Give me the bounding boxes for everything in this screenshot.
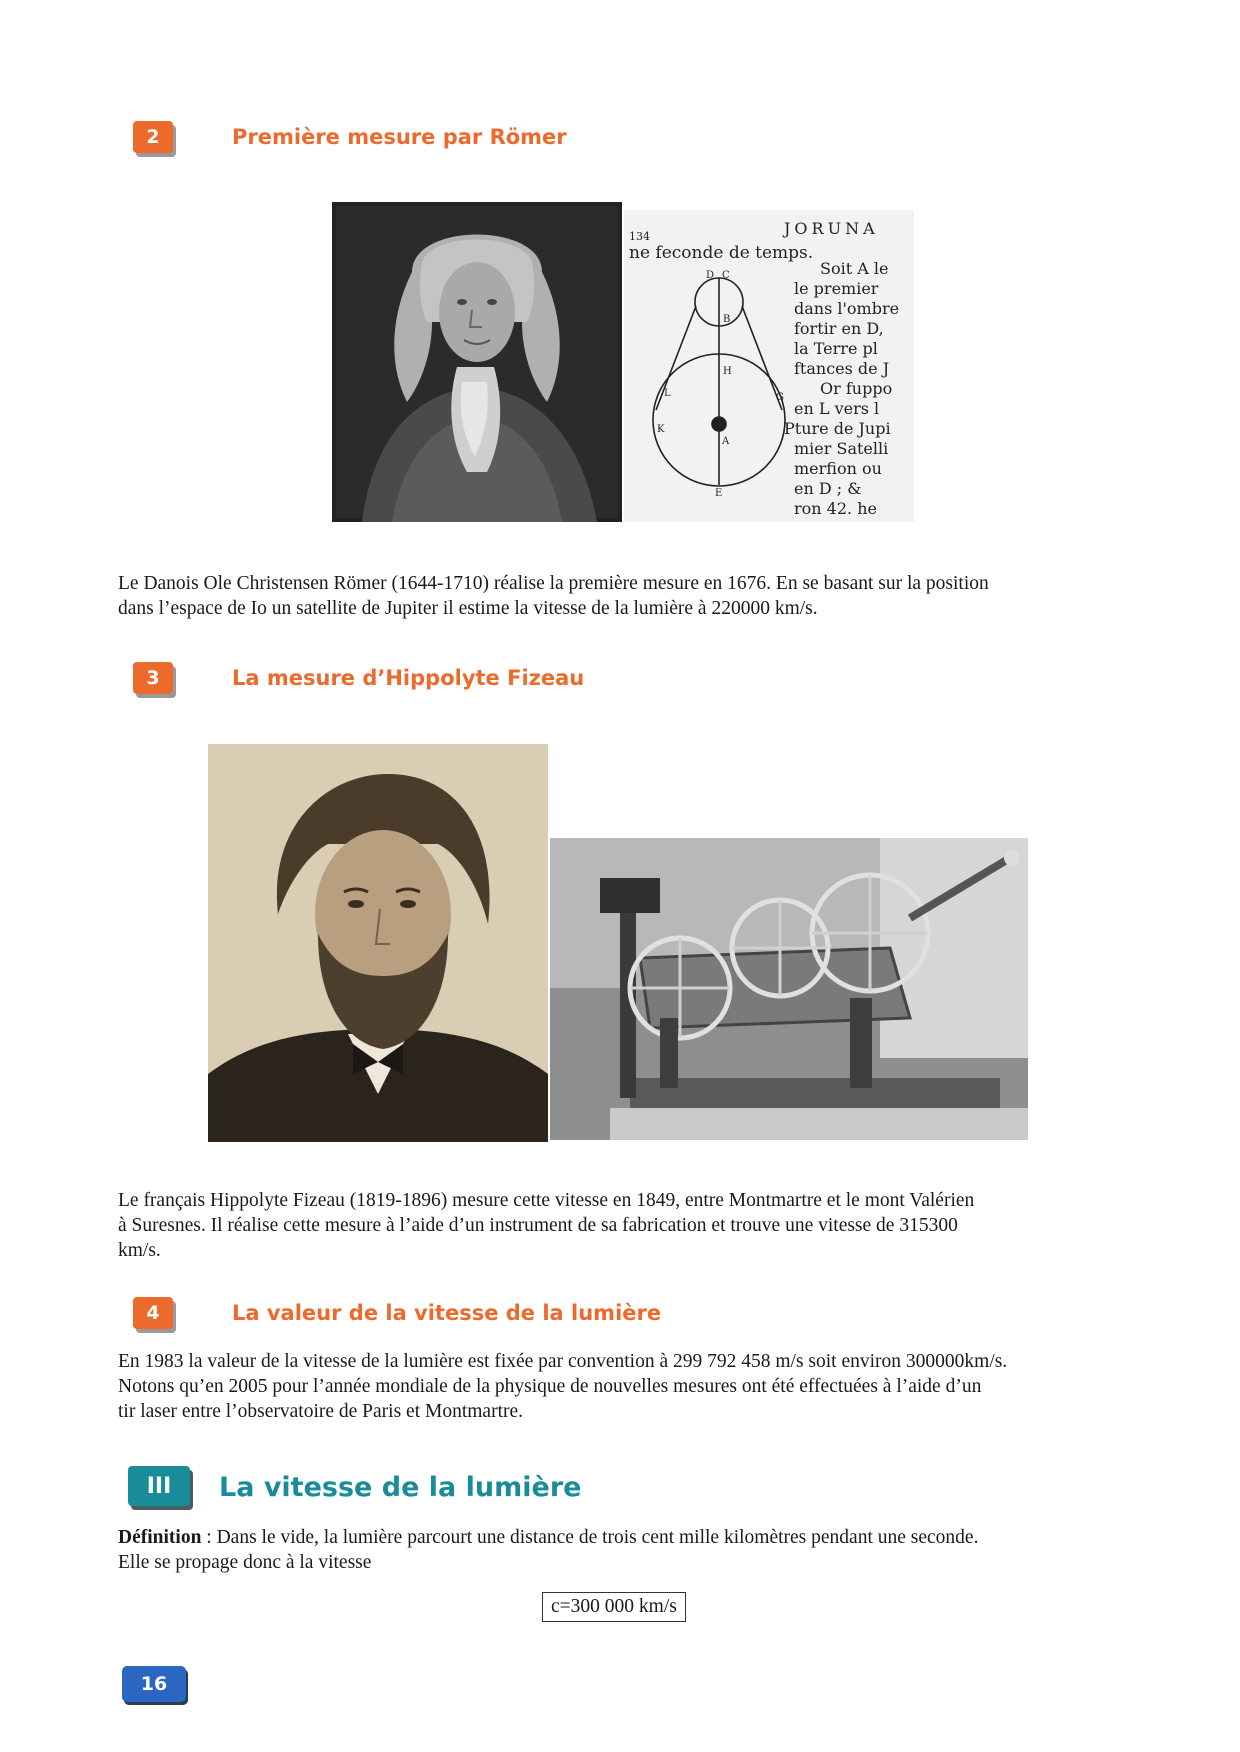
manuscript-line: en L vers l [794, 399, 880, 418]
manuscript-line: le premier [794, 279, 879, 298]
manuscript-line: Pture de Jupi [784, 419, 891, 438]
body-line: En 1983 la valeur de la vitesse de la lumière est fixée par convention à 299 792 458 m/s soit environ 300000km/s. [118, 1351, 1008, 1372]
definition-line [118, 1525, 1128, 1550]
diagram-label: D [706, 270, 715, 281]
definition-line: Elle se propage donc à la vitesse [118, 1552, 372, 1573]
section-title: La valeur de la vitesse de la lumière [232, 1301, 662, 1325]
section-title: Première mesure par Römer [232, 125, 567, 149]
body-line: tir laser entre l’observatoire de Paris et Montmartre. [118, 1401, 524, 1422]
romer-manuscript [624, 210, 914, 522]
body-line: à Suresnes. Il réalise cette mesure à l’aide d’un instrument de sa fabrication et trouve une vitesse de 315300 [118, 1215, 958, 1236]
manuscript-line: Or fuppo [820, 379, 893, 398]
romer-portrait [332, 202, 622, 522]
definition-label: Définition [118, 1527, 202, 1548]
body-line: Le français Hippolyte Fizeau (1819-1896) mesure cette vitesse en 1849, entre Montmartre et le mont Valérien [118, 1190, 975, 1211]
manuscript-line: fortir en D, [794, 319, 884, 338]
manuscript-line: merfion ou [794, 459, 882, 478]
manuscript-line: Soit A le [820, 259, 889, 278]
diagram-label: A [722, 436, 730, 447]
definition-text: : Dans le vide, la lumière parcourt une distance de trois cent mille kilomètres pendant une seconde. [201, 1527, 979, 1548]
section4-body [118, 1349, 1128, 1424]
section-number-badge: 2 [133, 121, 173, 153]
diagram-label: B [723, 314, 731, 325]
section-number-badge: 4 [133, 1297, 173, 1329]
body-line: dans l’espace de Io un satellite de Jupiter il estime la vitesse de la lumière à 220000 km/s. [118, 598, 818, 619]
section3-body [118, 1188, 1128, 1263]
chapter-number-badge: III [128, 1466, 190, 1506]
manuscript-line: la Terre pl [794, 339, 878, 358]
page-number-badge: 16 [122, 1666, 186, 1702]
diagram-label: E [715, 488, 723, 499]
manuscript-line: dans l'ombre [794, 299, 900, 318]
body-line: Le Danois Ole Christensen Römer (1644-1710) réalise la première mesure en 1676. En se basant sur la position [118, 573, 989, 594]
body-line: Notons qu’en 2005 pour l’année mondiale de la physique de nouvelles mesures ont été effectuées à l’aide d’un [118, 1376, 982, 1397]
section2-body [118, 571, 1128, 621]
chapter-title: La vitesse de la lumière [219, 1472, 582, 1503]
body-line: km/s. [118, 1240, 161, 1261]
diagram-label: K [657, 424, 665, 435]
diagram-label: H [723, 366, 732, 377]
fizeau-apparatus [550, 838, 1028, 1140]
diagram-label: C [722, 270, 730, 281]
fizeau-portrait [208, 744, 548, 1142]
manuscript-line: en D ; & [794, 479, 862, 498]
manuscript-line: mier Satelli [794, 439, 889, 458]
speed-of-light-formula: c=300 000 km/s [542, 1592, 686, 1622]
manuscript-line: ne feconde de temps. [629, 243, 814, 263]
diagram-label: G [776, 392, 784, 403]
section-title: La mesure d’Hippolyte Fizeau [232, 666, 585, 690]
manuscript-header: JORUNA [784, 219, 879, 238]
definition-body [118, 1525, 1128, 1575]
manuscript-line: ftances de J [794, 359, 890, 378]
section-number-badge: 3 [133, 662, 173, 694]
manuscript-line: ron 42. he [794, 499, 877, 518]
diagram-label: L [664, 388, 671, 399]
manuscript-page-number: 134 [629, 230, 650, 243]
